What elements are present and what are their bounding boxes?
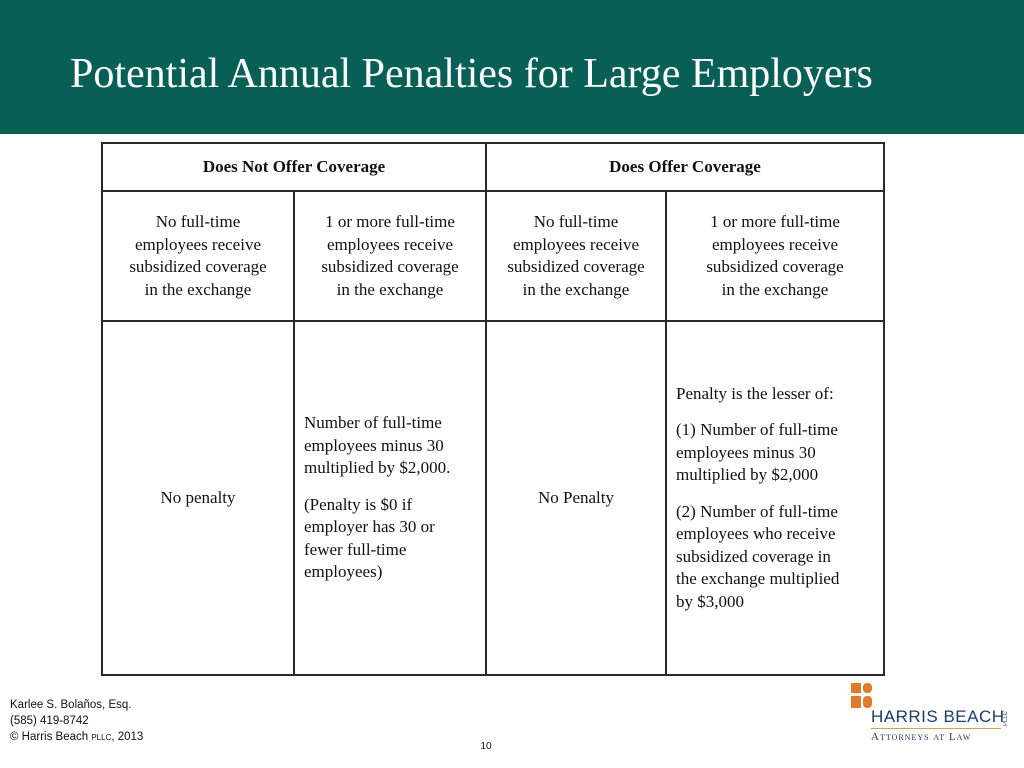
- footer-author: Karlee S. Bolaños, Esq.: [10, 699, 132, 711]
- logo-tagline: Attorneys at Law: [871, 731, 972, 743]
- harris-beach-logo-icon: [851, 683, 873, 709]
- header-does-not-offer: Does Not Offer Coverage: [102, 143, 486, 191]
- footer-phone: (585) 419-8742: [10, 715, 89, 727]
- footer-contact: [10, 697, 143, 745]
- footer-copyright: © Harris Beach pllc, 2013: [10, 731, 144, 743]
- no-penalty-cell: No penalty: [102, 321, 294, 675]
- penalties-table: [101, 142, 885, 676]
- logo-pllc: PLLC: [1003, 710, 1009, 726]
- logo-divider: [871, 728, 1001, 729]
- penalty-formula-cell: Number of full-time employees minus 30 multiplied by $2,000. (Penalty is $0 if employer has 30 or fewer full-time employees): [294, 321, 486, 675]
- page-number: 10: [480, 741, 492, 752]
- slide-title: Potential Annual Penalties for Large Employers: [70, 51, 873, 97]
- subheader-cell: 1 or more full-time employees receive subsidized coverage in the exchange: [294, 191, 486, 321]
- subheader-cell: No full-time employees receive subsidized coverage in the exchange: [102, 191, 294, 321]
- subheader-cell: 1 or more full-time employees receive subsidized coverage in the exchange: [666, 191, 884, 321]
- subheader-cell: No full-time employees receive subsidized coverage in the exchange: [486, 191, 666, 321]
- title-band: [0, 0, 1024, 134]
- penalty-lesser-of-cell: Penalty is the lesser of: (1) Number of full-time employees minus 30 multiplied by $2,000 (2) Number of full-time employees who receive subsidized coverage in the exchange multiplied by $3,000: [666, 321, 884, 675]
- header-does-offer: Does Offer Coverage: [486, 143, 884, 191]
- no-penalty-cell: No Penalty: [486, 321, 666, 675]
- logo-name: HARRIS BEACH: [871, 707, 1005, 726]
